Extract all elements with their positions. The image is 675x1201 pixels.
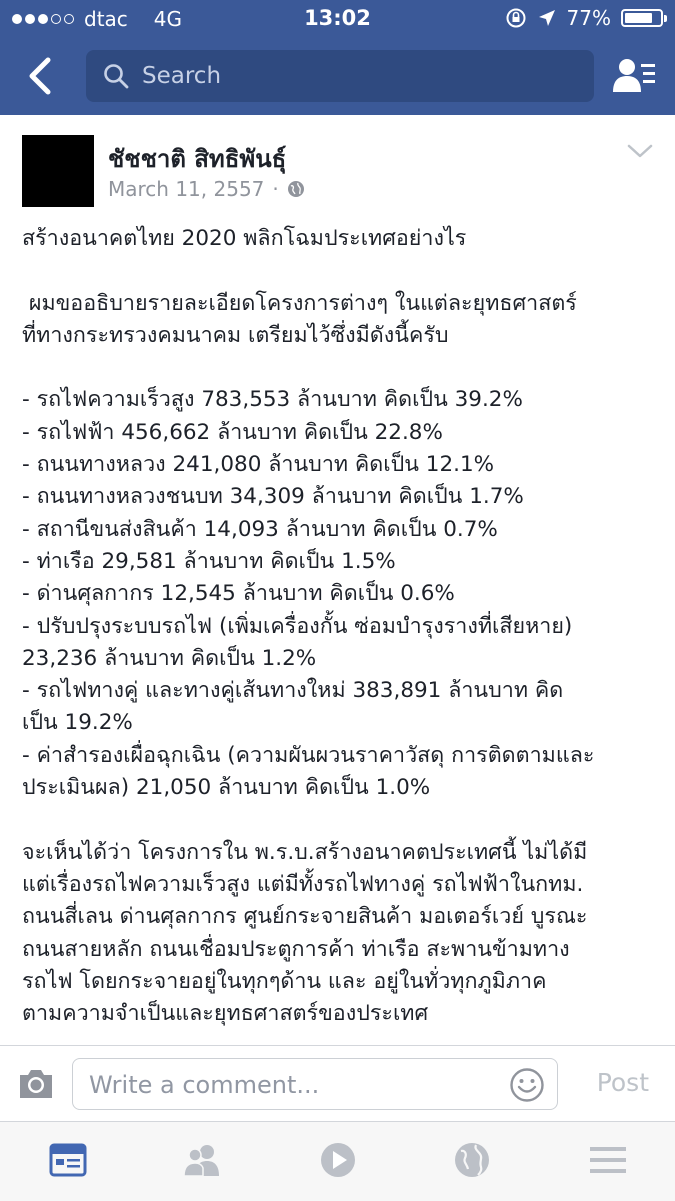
post-text-line: 23,236 ล้านบาท คิดเป็น 1.2% bbox=[22, 645, 317, 671]
menu-icon[interactable] bbox=[588, 1140, 628, 1180]
comment-input-container[interactable] bbox=[72, 1058, 558, 1110]
status-bar bbox=[0, 0, 675, 38]
post-text-line: ประเมินผล) 21,050 ล้านบาท คิดเป็น 1.0% bbox=[22, 775, 431, 801]
post-text-line: - รถไฟความเร็วสูง 783,553 ล้านบาท คิดเป็น 39.2% bbox=[22, 387, 523, 413]
status-time: 13:02 bbox=[304, 6, 371, 30]
post-text-line: - ค่าสำรองเผื่อฉุกเฉิน (ความผันผวนราคาวัสดุ การติดตามและ bbox=[22, 742, 595, 768]
post-text-line: เป็น 19.2% bbox=[22, 710, 133, 736]
search-icon bbox=[102, 62, 130, 90]
chevron-down-icon[interactable] bbox=[627, 143, 653, 159]
bottom-tab-bar bbox=[0, 1121, 675, 1201]
post-text-line: - ถนนทางหลวงชนบท 34,309 ล้านบาท คิดเป็น 1.7% bbox=[22, 484, 524, 510]
public-globe-icon bbox=[287, 180, 305, 198]
carrier-label: dtac bbox=[84, 7, 128, 31]
globe-notifications-icon[interactable] bbox=[452, 1140, 492, 1180]
comment-bar bbox=[0, 1045, 675, 1122]
post-text-line: ผมขออธิบายรายละเอียดโครงการต่างๆ ในแต่ละยุทธศาสตร์ bbox=[22, 290, 577, 316]
network-type-label: 4G bbox=[153, 7, 183, 31]
post-text-line: - ปรับปรุงระบบรถไฟ (เพิ่มเครื่องกั้น ซ่อมบำรุงรางที่เสียหาย) bbox=[22, 613, 573, 639]
post-body bbox=[22, 223, 662, 1030]
post-text-line: รถไฟ โดยกระจายอยู่ในทุกๆด้าน และ อยู่ในทั่วทุกภูมิภาค bbox=[22, 968, 547, 994]
friend-requests-icon[interactable] bbox=[611, 54, 657, 98]
news-feed-icon[interactable] bbox=[48, 1140, 88, 1180]
rotation-lock-icon bbox=[505, 7, 527, 29]
post-text-line: แต่เรื่องรถไฟความเร็วสูง แต่มีทั้งรถไฟทางคู่ รถไฟฟ้าในกทม. bbox=[22, 871, 584, 897]
battery-percent: 77% bbox=[566, 6, 611, 30]
battery-icon bbox=[621, 9, 663, 27]
post-text-line bbox=[22, 804, 662, 836]
post-text-line: จะเห็นได้ว่า โครงการใน พ.ร.บ.สร้างอนาคตประเทศนี้ ไม่ได้มี bbox=[22, 839, 588, 865]
post-text-line: ถนนสี่เลน ด่านศุลกากร ศูนย์กระจายสินค้า มอเตอร์เวย์ บูรณะ bbox=[22, 904, 588, 930]
post-date[interactable]: March 11, 2557 bbox=[108, 177, 265, 201]
post-text-line: - ท่าเรือ 29,581 ล้านบาท คิดเป็น 1.5% bbox=[22, 548, 396, 574]
post-text-line: ถนนสายหลัก ถนนเชื่อมประตูการค้า ท่าเรือ สะพานข้ามทาง bbox=[22, 936, 570, 962]
location-arrow-icon bbox=[537, 8, 557, 28]
post-text-line: - รถไฟฟ้า 456,662 ล้านบาท คิดเป็น 22.8% bbox=[22, 419, 443, 445]
video-icon[interactable] bbox=[318, 1140, 358, 1180]
meta-separator: · bbox=[272, 177, 279, 201]
status-right bbox=[505, 6, 663, 30]
search-bar[interactable] bbox=[86, 50, 594, 102]
camera-icon[interactable] bbox=[16, 1066, 56, 1102]
emoji-icon[interactable] bbox=[509, 1067, 545, 1103]
author-avatar[interactable] bbox=[22, 135, 94, 207]
comment-input[interactable] bbox=[87, 1068, 491, 1102]
top-bar bbox=[0, 0, 675, 115]
post-text-line: ตามความจำเป็นและยุทธศาสตร์ของประเทศ bbox=[22, 1001, 429, 1027]
friends-icon[interactable] bbox=[182, 1140, 222, 1180]
post-text-line: - ด่านศุลกากร 12,545 ล้านบาท คิดเป็น 0.6% bbox=[22, 581, 455, 607]
post-comment-button[interactable]: Post bbox=[596, 1068, 649, 1097]
post-text-line: - ถนนทางหลวง 241,080 ล้านบาท คิดเป็น 12.1% bbox=[22, 452, 495, 478]
post-author-name[interactable]: ชัชชาติ สิทธิพันธุ์ bbox=[108, 145, 287, 173]
search-input[interactable] bbox=[140, 62, 564, 90]
post-text-line: ที่ทางกระทรวงคมนาคม เตรียมไว้ซึ่งมีดังนี้ครับ bbox=[22, 322, 449, 348]
post-text-line bbox=[22, 255, 662, 287]
post-meta bbox=[108, 177, 305, 201]
post-text-line: - สถานีขนส่งสินค้า 14,093 ล้านบาท คิดเป็น 0.7% bbox=[22, 516, 498, 542]
navigation-bar bbox=[0, 38, 675, 115]
post-text-line: สร้างอนาคตไทย 2020 พลิกโฉมประเทศอย่างไร bbox=[22, 226, 467, 251]
back-arrow-icon[interactable] bbox=[22, 54, 62, 98]
post-text-line bbox=[22, 352, 662, 384]
post-card bbox=[0, 115, 675, 1045]
post-text-line: - รถไฟทางคู่ และทางคู่เส้นทางใหม่ 383,891 ล้านบาท คิด bbox=[22, 678, 564, 704]
